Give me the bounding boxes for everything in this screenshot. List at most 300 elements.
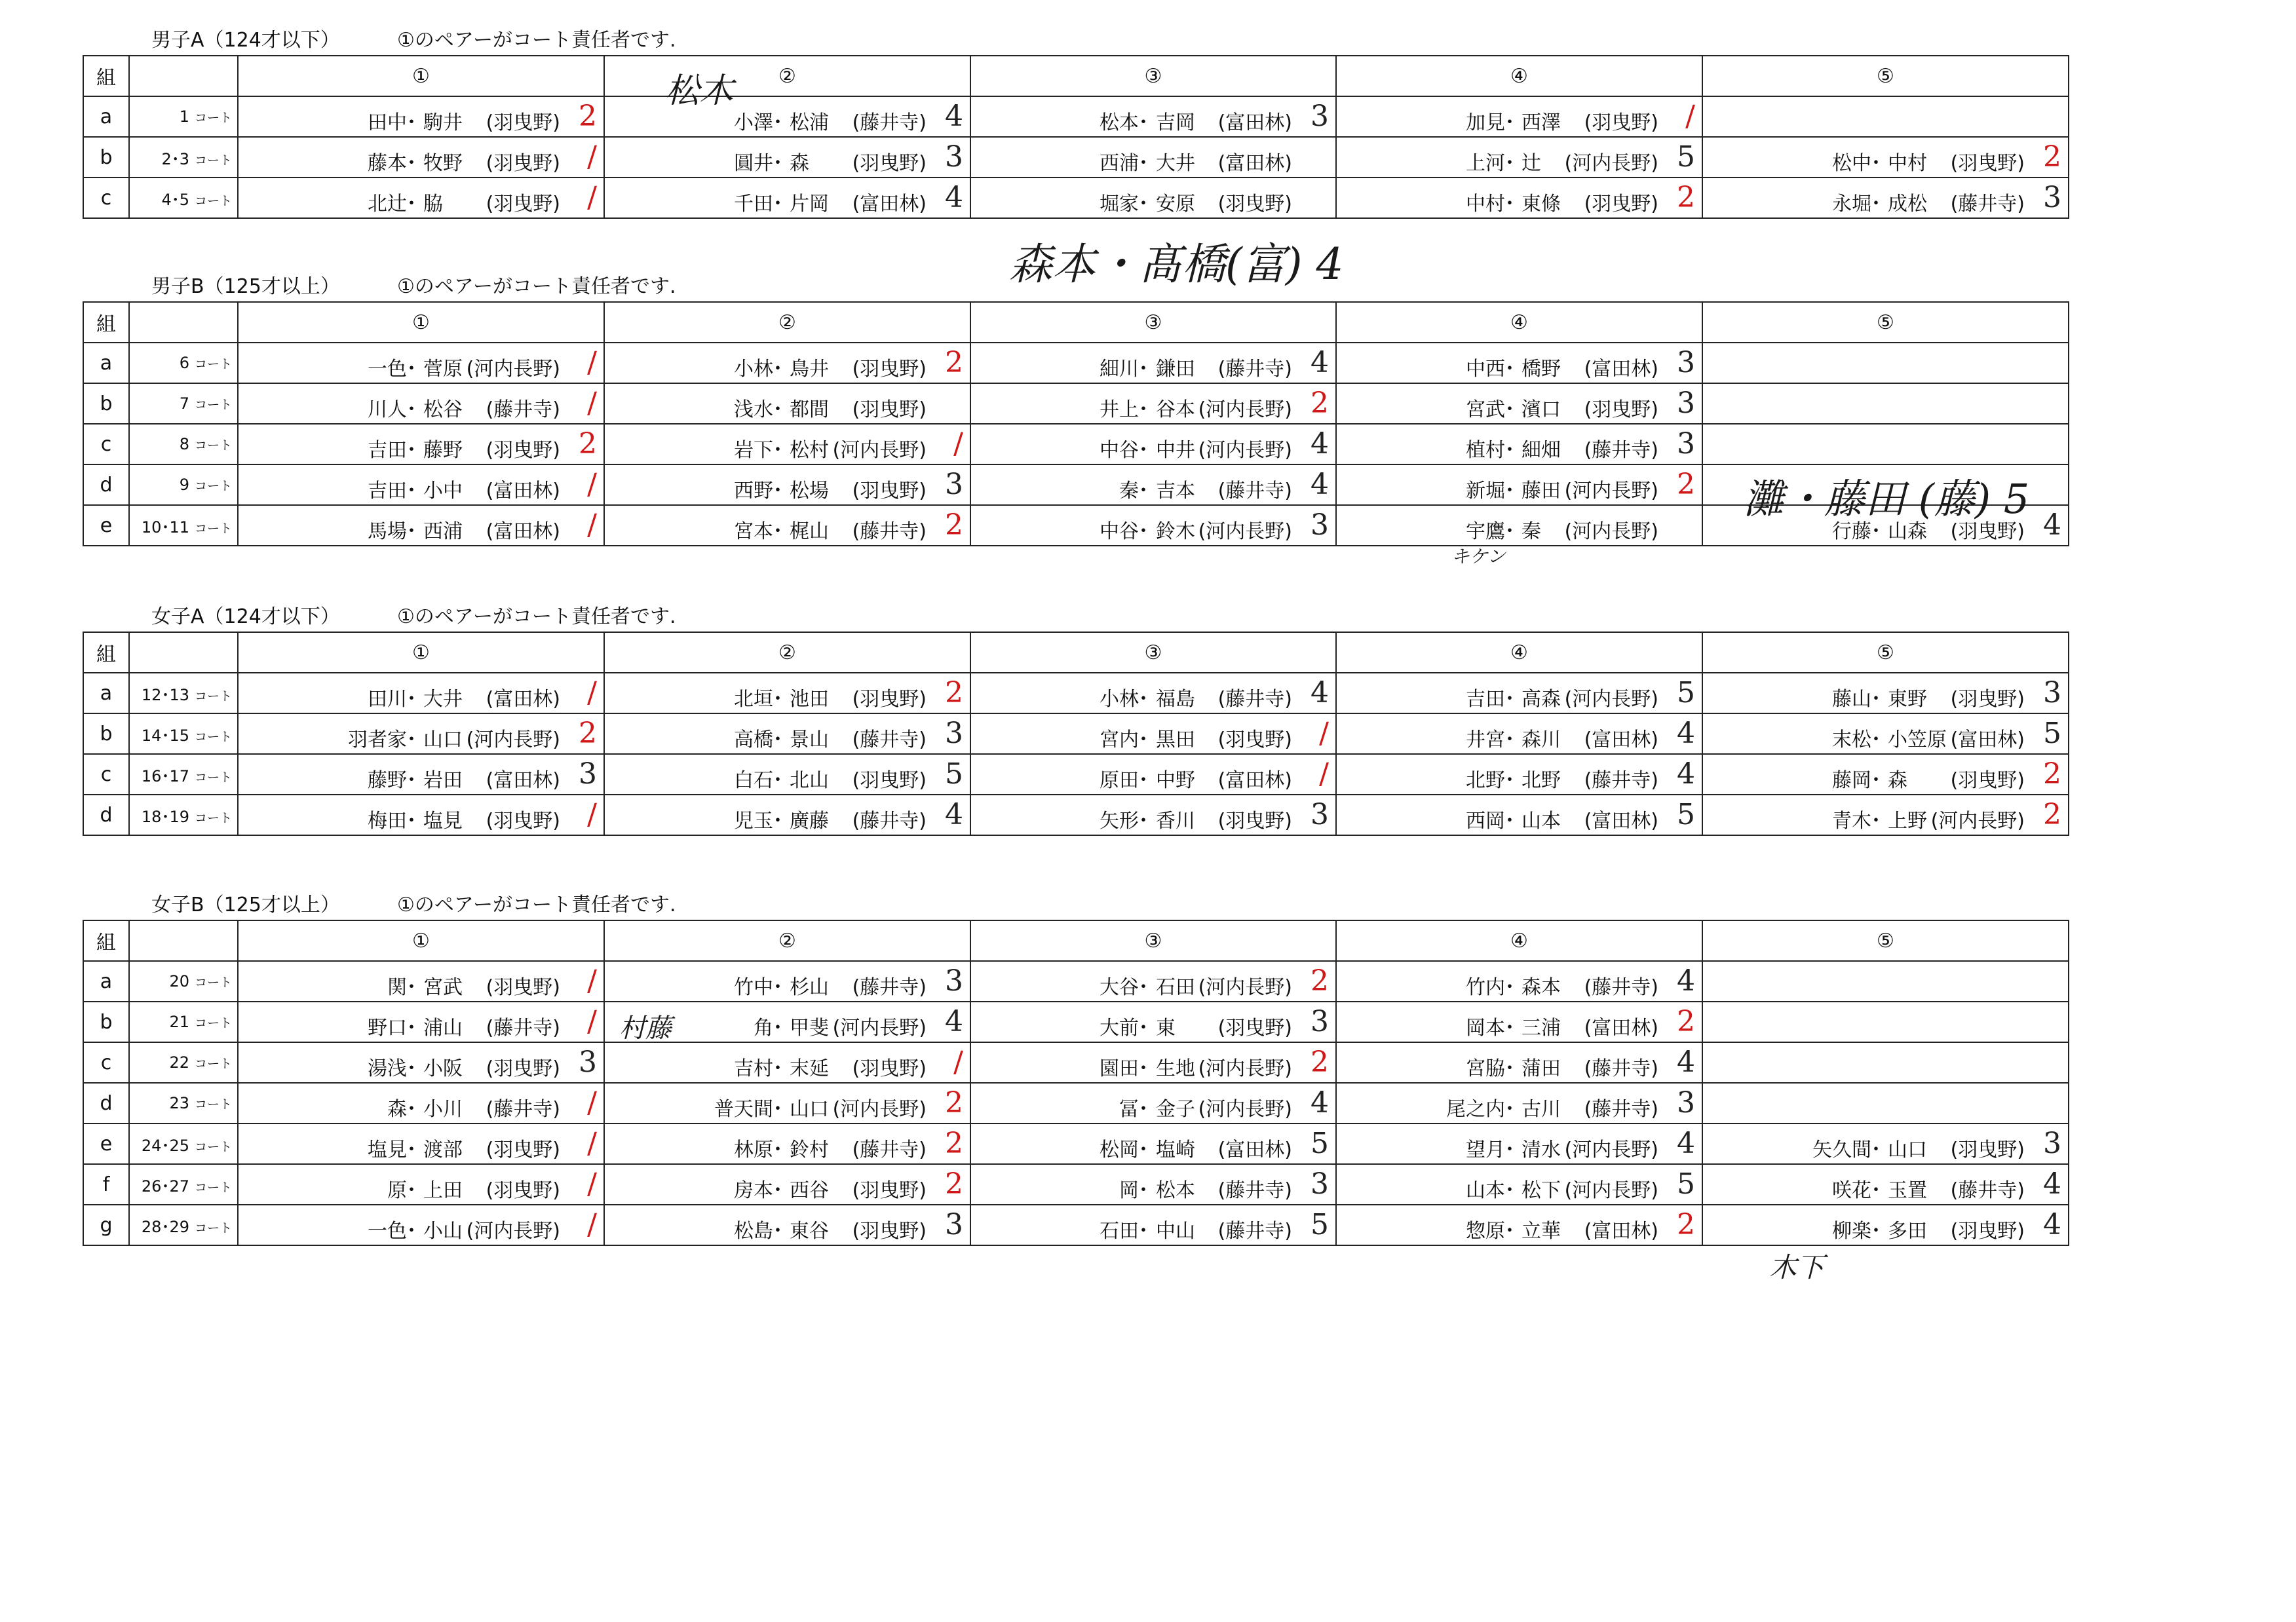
- name-separator: ・: [1134, 1220, 1153, 1243]
- name-separator: ・: [402, 1057, 421, 1080]
- group-letter: b: [83, 383, 129, 424]
- pair-cell: [1702, 96, 2069, 137]
- result-mark: /: [587, 1005, 597, 1038]
- result-mark: 3: [1311, 1167, 1329, 1201]
- player-name-2: 蒲田: [1521, 1057, 1561, 1080]
- club-name: (藤井寺): [1584, 439, 1658, 462]
- pair-cell: [604, 795, 970, 835]
- player-name-1: 青木: [1832, 810, 1871, 833]
- name-separator: ・: [1134, 193, 1153, 216]
- player-name-2: 松村: [790, 439, 829, 462]
- pair-cell: [604, 343, 970, 383]
- name-separator: ・: [1866, 1179, 1886, 1202]
- header-group: 組: [83, 56, 129, 96]
- club-name: (藤井寺): [1217, 1220, 1292, 1243]
- name-separator: ・: [768, 439, 788, 462]
- result-mark: 4: [1677, 1127, 1695, 1160]
- player-name-2: 三浦: [1521, 1017, 1561, 1040]
- club-name: (藤井寺): [1950, 1179, 2025, 1202]
- name-separator: ・: [402, 728, 421, 751]
- club-name: (藤井寺): [1217, 688, 1292, 711]
- result-mark: 4: [1311, 346, 1329, 379]
- player-name-2: 塩見: [423, 810, 463, 833]
- player-name-1: 柳楽: [1832, 1220, 1871, 1243]
- player-name-1: 上河: [1466, 152, 1505, 175]
- club-name: (河内長野): [1198, 439, 1292, 462]
- result-mark: /: [587, 964, 597, 998]
- player-name-1: 普天間: [714, 1098, 773, 1121]
- group-letter: b: [83, 713, 129, 754]
- player-name-2: 東: [1156, 1017, 1176, 1040]
- club-name: (羽曳野): [486, 976, 560, 999]
- court-cell: [129, 505, 238, 546]
- player-name-1: 児玉: [734, 810, 773, 833]
- result-mark: 2: [579, 427, 597, 461]
- pair-cell: [1336, 96, 1702, 137]
- section-note: ①のペアーがコート責任者です.: [397, 275, 676, 298]
- club-name: (河内長野): [832, 1017, 927, 1040]
- result-mark: /: [587, 798, 597, 831]
- section-note: ①のペアーがコート責任者です.: [397, 894, 676, 916]
- player-name-2: 北野: [1521, 769, 1561, 792]
- pair-cell: [970, 795, 1336, 835]
- club-name: (藤井寺): [1584, 1098, 1658, 1121]
- player-name-2: 松谷: [423, 398, 463, 421]
- pair-cell: [970, 961, 1336, 1002]
- result-mark: 2: [2043, 757, 2061, 791]
- club-name: (河内長野): [1564, 152, 1658, 175]
- player-name-2: 駒井: [423, 111, 463, 134]
- result-mark: 3: [1311, 798, 1329, 831]
- player-name-2: 梶山: [790, 520, 829, 543]
- club-name: (富田林): [1584, 728, 1658, 751]
- group-letter: c: [83, 1042, 129, 1083]
- pair-cell: [1702, 713, 2069, 754]
- pair-cell: [604, 1042, 970, 1083]
- player-name-1: 西野: [734, 480, 773, 502]
- pair-cell: [1336, 673, 1702, 713]
- pair-cell: [238, 961, 604, 1002]
- club-name: (藤井寺): [1584, 769, 1658, 792]
- player-name-2: 中村: [1888, 152, 1927, 175]
- name-separator: ・: [1134, 480, 1153, 502]
- court-label: コート: [194, 1139, 232, 1154]
- result-mark: 3: [1311, 100, 1329, 133]
- schedule-table: [83, 632, 2069, 836]
- name-separator: ・: [1134, 439, 1153, 462]
- name-separator: ・: [1500, 769, 1520, 792]
- result-mark: /: [1319, 717, 1329, 750]
- result-mark: 5: [1677, 676, 1695, 709]
- club-name: (羽曳野): [1217, 728, 1292, 751]
- player-name-1: 岩下: [734, 439, 773, 462]
- pair-cell: [604, 424, 970, 464]
- header-court: [129, 302, 238, 343]
- court-label: コート: [194, 1220, 232, 1235]
- name-separator: ・: [768, 1057, 788, 1080]
- name-separator: ・: [768, 193, 788, 216]
- court-cell: [129, 383, 238, 424]
- result-mark: /: [587, 468, 597, 501]
- player-name-1: 石田: [1100, 1220, 1139, 1243]
- court-number: 1: [179, 107, 189, 126]
- pair-cell: [1336, 464, 1702, 505]
- player-name-1: 中西: [1466, 358, 1505, 381]
- court-label: コート: [194, 688, 232, 704]
- player-name-2: 中井: [1156, 439, 1195, 462]
- group-letter: b: [83, 1002, 129, 1042]
- pair-cell: [970, 1205, 1336, 1245]
- pair-cell: [1702, 1002, 2069, 1042]
- player-name-2: 福島: [1156, 688, 1195, 711]
- name-separator: ・: [1500, 1139, 1520, 1161]
- player-name-2: 景山: [790, 728, 829, 751]
- player-name-2: 大井: [423, 688, 463, 711]
- club-name: (羽曳野): [1950, 769, 2025, 792]
- result-mark: /: [953, 427, 963, 461]
- club-name: (羽曳野): [1950, 688, 2025, 711]
- name-separator: ・: [1866, 728, 1886, 751]
- table-row: [83, 137, 2069, 178]
- pair-cell: [604, 505, 970, 546]
- court-cell: [129, 961, 238, 1002]
- court-number: 12･13: [141, 685, 189, 704]
- result-mark: 5: [1311, 1127, 1329, 1160]
- pair-cell: [238, 137, 604, 178]
- header-row: [83, 56, 2069, 96]
- result-mark: 2: [945, 1167, 963, 1201]
- club-name: (羽曳野): [852, 769, 927, 792]
- name-separator: ・: [768, 728, 788, 751]
- group-letter: f: [83, 1164, 129, 1205]
- result-mark: 2: [1677, 468, 1695, 501]
- pair-cell: [970, 1164, 1336, 1205]
- club-name: (羽曳野): [852, 1220, 927, 1243]
- header-col: ③: [970, 56, 1336, 96]
- result-mark: 5: [945, 757, 963, 791]
- pair-cell: [970, 424, 1336, 464]
- pair-cell: [604, 754, 970, 795]
- player-name-1: 岡本: [1466, 1017, 1505, 1040]
- section-category: 女子B（125才以上）: [151, 894, 340, 916]
- player-name-1: 細川: [1100, 358, 1139, 381]
- player-name-2: 玉置: [1888, 1179, 1927, 1202]
- court-number: 28･29: [141, 1217, 189, 1236]
- result-mark: 2: [579, 100, 597, 133]
- player-name-1: 中村: [1466, 193, 1505, 216]
- pair-cell: [238, 343, 604, 383]
- name-separator: ・: [768, 520, 788, 543]
- header-col: ⑤: [1702, 56, 2069, 96]
- name-separator: ・: [402, 398, 421, 421]
- club-name: (河内長野): [1198, 1098, 1292, 1121]
- court-label: コート: [194, 153, 232, 168]
- pair-cell: [238, 754, 604, 795]
- name-separator: ・: [1134, 1098, 1153, 1121]
- result-mark: 4: [1677, 717, 1695, 750]
- result-mark: 2: [2043, 798, 2061, 831]
- player-name-2: 成松: [1888, 193, 1927, 216]
- player-name-2: 秦: [1521, 520, 1541, 543]
- player-name-1: 竹中: [734, 976, 773, 999]
- result-mark: 3: [2043, 1127, 2061, 1160]
- player-name-1: 井上: [1100, 398, 1139, 421]
- club-name: (藤井寺): [486, 1098, 560, 1121]
- result-mark: 3: [2043, 181, 2061, 214]
- player-name-1: 白石: [734, 769, 773, 792]
- schedule-section: [83, 591, 2068, 836]
- section-category: 女子A（124才以下）: [151, 605, 340, 628]
- name-separator: ・: [1500, 810, 1520, 833]
- court-cell: [129, 1164, 238, 1205]
- pair-cell: [1702, 383, 2069, 424]
- section-category: 男子A（124才以下）: [151, 29, 340, 52]
- name-separator: ・: [1134, 1057, 1153, 1080]
- player-name-2: 小山: [423, 1220, 463, 1243]
- player-name-1: 井宮: [1466, 728, 1505, 751]
- name-separator: ・: [1134, 1017, 1153, 1040]
- player-name-1: 矢久間: [1812, 1139, 1871, 1161]
- pair-cell: [238, 505, 604, 546]
- club-name: (藤井寺): [852, 520, 927, 543]
- player-name-1: 原田: [1100, 769, 1139, 792]
- player-name-2: 黒田: [1156, 728, 1195, 751]
- group-letter: c: [83, 754, 129, 795]
- club-name: (富田林): [486, 769, 560, 792]
- player-name-1: 吉村: [734, 1057, 773, 1080]
- group-letter: c: [83, 178, 129, 218]
- pair-cell: [970, 505, 1336, 546]
- table-row: [83, 673, 2069, 713]
- club-name: (藤井寺): [1217, 1179, 1292, 1202]
- name-separator: ・: [1134, 810, 1153, 833]
- player-name-1: 中谷: [1100, 520, 1139, 543]
- result-mark: /: [587, 508, 597, 542]
- club-name: (藤井寺): [852, 976, 927, 999]
- player-name-2: 高森: [1521, 688, 1561, 711]
- result-mark: /: [587, 1167, 597, 1201]
- player-name-2: 山本: [1521, 810, 1561, 833]
- club-name: (河内長野): [1564, 1179, 1658, 1202]
- pair-cell: [970, 1002, 1336, 1042]
- court-label: コート: [194, 357, 232, 371]
- name-separator: ・: [768, 688, 788, 711]
- player-name-1: 吉田: [368, 480, 407, 502]
- court-cell: [129, 464, 238, 505]
- section-note: ①のペアーがコート責任者です.: [397, 605, 676, 628]
- court-label: コート: [194, 1180, 232, 1195]
- result-mark: 3: [1677, 1086, 1695, 1120]
- player-name-1: 塩見: [368, 1139, 407, 1161]
- court-cell: [129, 1083, 238, 1123]
- player-name-1: 梅田: [368, 810, 407, 833]
- header-col: ⑤: [1702, 920, 2069, 961]
- pair-cell: [1336, 1042, 1702, 1083]
- pair-cell: [970, 383, 1336, 424]
- header-col: ④: [1336, 632, 1702, 673]
- result-mark: 3: [579, 757, 597, 791]
- court-number: 21: [169, 1013, 189, 1031]
- player-name-1: 宮武: [1466, 398, 1505, 421]
- name-separator: ・: [402, 1017, 421, 1040]
- player-name-1: 圓井: [734, 152, 773, 175]
- court-number: 6: [179, 354, 189, 372]
- result-mark: 5: [1677, 1167, 1695, 1201]
- handwritten-note-wb-2b: 村藤: [619, 1013, 672, 1044]
- pair-cell: [1702, 137, 2069, 178]
- player-name-1: 矢形: [1100, 810, 1139, 833]
- player-name-1: 堀家: [1100, 193, 1139, 216]
- result-mark: 3: [1311, 1005, 1329, 1038]
- club-name: (羽曳野): [1950, 1139, 2025, 1161]
- player-name-1: 浅水: [734, 398, 773, 421]
- court-label: コート: [194, 770, 232, 785]
- club-name: (富田林): [486, 480, 560, 502]
- player-name-2: 山口: [790, 1098, 829, 1121]
- player-name-1: 林原: [734, 1139, 773, 1161]
- player-name-1: 尾之内: [1446, 1098, 1505, 1121]
- player-name-2: 山口: [423, 728, 463, 751]
- group-letter: a: [83, 343, 129, 383]
- pair-cell: [604, 464, 970, 505]
- result-mark: 2: [945, 1086, 963, 1120]
- pair-cell: [1336, 505, 1702, 546]
- table-row: [83, 1123, 2069, 1164]
- player-name-2: 生地: [1156, 1057, 1195, 1080]
- pair-cell: [1702, 1205, 2069, 1245]
- player-name-2: 森: [1888, 769, 1907, 792]
- club-name: (羽曳野): [1217, 1017, 1292, 1040]
- court-cell: [129, 795, 238, 835]
- result-mark: /: [587, 676, 597, 709]
- court-number: 22: [169, 1053, 189, 1072]
- player-name-2: 東條: [1521, 193, 1561, 216]
- name-separator: ・: [1500, 398, 1520, 421]
- club-name: (河内長野): [466, 1220, 560, 1243]
- name-separator: ・: [1500, 688, 1520, 711]
- result-mark: /: [587, 1086, 597, 1120]
- pair-cell: [1702, 673, 2069, 713]
- pair-cell: [604, 1205, 970, 1245]
- pair-cell: [604, 1083, 970, 1123]
- name-separator: ・: [768, 1179, 788, 1202]
- player-name-1: 森: [387, 1098, 407, 1121]
- name-separator: ・: [1866, 152, 1886, 175]
- result-mark: 4: [945, 798, 963, 831]
- result-mark: 3: [1677, 346, 1695, 379]
- club-name: (富田林): [486, 688, 560, 711]
- result-mark: 2: [2043, 140, 2061, 174]
- pair-cell: [970, 754, 1336, 795]
- name-separator: ・: [402, 1220, 421, 1243]
- section-note: ①のペアーがコート責任者です.: [397, 29, 676, 52]
- result-mark: 2: [1677, 181, 1695, 214]
- player-name-2: 岩田: [423, 769, 463, 792]
- result-mark: 2: [945, 676, 963, 709]
- club-name: (羽曳野): [852, 358, 927, 381]
- player-name-1: 吉田: [1466, 688, 1505, 711]
- result-mark: /: [587, 1127, 597, 1160]
- player-name-1: 中谷: [1100, 439, 1139, 462]
- player-name-1: 末松: [1832, 728, 1871, 751]
- result-mark: 4: [1311, 427, 1329, 461]
- header-col: ②: [604, 302, 970, 343]
- club-name: (河内長野): [832, 439, 927, 462]
- club-name: (藤井寺): [852, 810, 927, 833]
- player-name-2: 吉岡: [1156, 111, 1195, 134]
- player-name-1: 植村: [1466, 439, 1505, 462]
- result-mark: 3: [579, 1046, 597, 1079]
- result-mark: 3: [945, 468, 963, 501]
- result-mark: 5: [2043, 717, 2061, 750]
- name-separator: ・: [402, 1098, 421, 1121]
- court-label: コート: [194, 398, 232, 412]
- player-name-1: 藤山: [1832, 688, 1871, 711]
- result-mark: /: [587, 140, 597, 174]
- club-name: (藤井寺): [1950, 193, 2025, 216]
- player-name-2: 山口: [1888, 1139, 1927, 1161]
- group-letter: g: [83, 1205, 129, 1245]
- name-separator: ・: [768, 769, 788, 792]
- pair-cell: [1336, 178, 1702, 218]
- club-name: (藤井寺): [852, 1139, 927, 1161]
- pair-cell: [1336, 754, 1702, 795]
- club-name: (藤井寺): [1584, 1057, 1658, 1080]
- player-name-1: 松岡: [1100, 1139, 1139, 1161]
- player-name-2: 杉山: [790, 976, 829, 999]
- pair-cell: [604, 1123, 970, 1164]
- result-mark: 2: [1311, 1046, 1329, 1079]
- result-mark: 2: [1311, 387, 1329, 420]
- club-name: (藤井寺): [486, 1017, 560, 1040]
- club-name: (羽曳野): [1584, 193, 1658, 216]
- court-number: 4･5: [161, 190, 189, 209]
- header-row: [83, 302, 2069, 343]
- court-number: 26･27: [141, 1177, 189, 1196]
- player-name-2: 小笠原: [1888, 728, 1947, 751]
- player-name-1: 高橋: [734, 728, 773, 751]
- pair-cell: [1702, 343, 2069, 383]
- club-name: (羽曳野): [486, 193, 560, 216]
- pair-cell: [1336, 137, 1702, 178]
- result-mark: 4: [1311, 468, 1329, 501]
- player-name-1: 田中: [368, 111, 407, 134]
- header-col: ④: [1336, 302, 1702, 343]
- player-name-2: 石田: [1156, 976, 1195, 999]
- result-mark: 2: [1311, 964, 1329, 998]
- name-separator: ・: [402, 1139, 421, 1161]
- court-label: コート: [194, 975, 232, 990]
- player-name-1: 北野: [1466, 769, 1505, 792]
- court-number: 16･17: [141, 766, 189, 785]
- club-name: (羽曳野): [852, 688, 927, 711]
- pair-cell: [604, 383, 970, 424]
- player-name-1: 湯浅: [368, 1057, 407, 1080]
- club-name: (富田林): [1584, 1220, 1658, 1243]
- court-number: 8: [179, 435, 189, 453]
- club-name: (河内長野): [466, 728, 560, 751]
- club-name: (富田林): [1217, 769, 1292, 792]
- header-col: ③: [970, 920, 1336, 961]
- name-separator: ・: [1500, 152, 1520, 175]
- group-letter: a: [83, 961, 129, 1002]
- group-letter: e: [83, 505, 129, 546]
- player-name-1: 大谷: [1100, 976, 1139, 999]
- pair-cell: [1702, 1083, 2069, 1123]
- name-separator: ・: [1866, 193, 1886, 216]
- pair-cell: [970, 673, 1336, 713]
- result-mark: /: [587, 181, 597, 214]
